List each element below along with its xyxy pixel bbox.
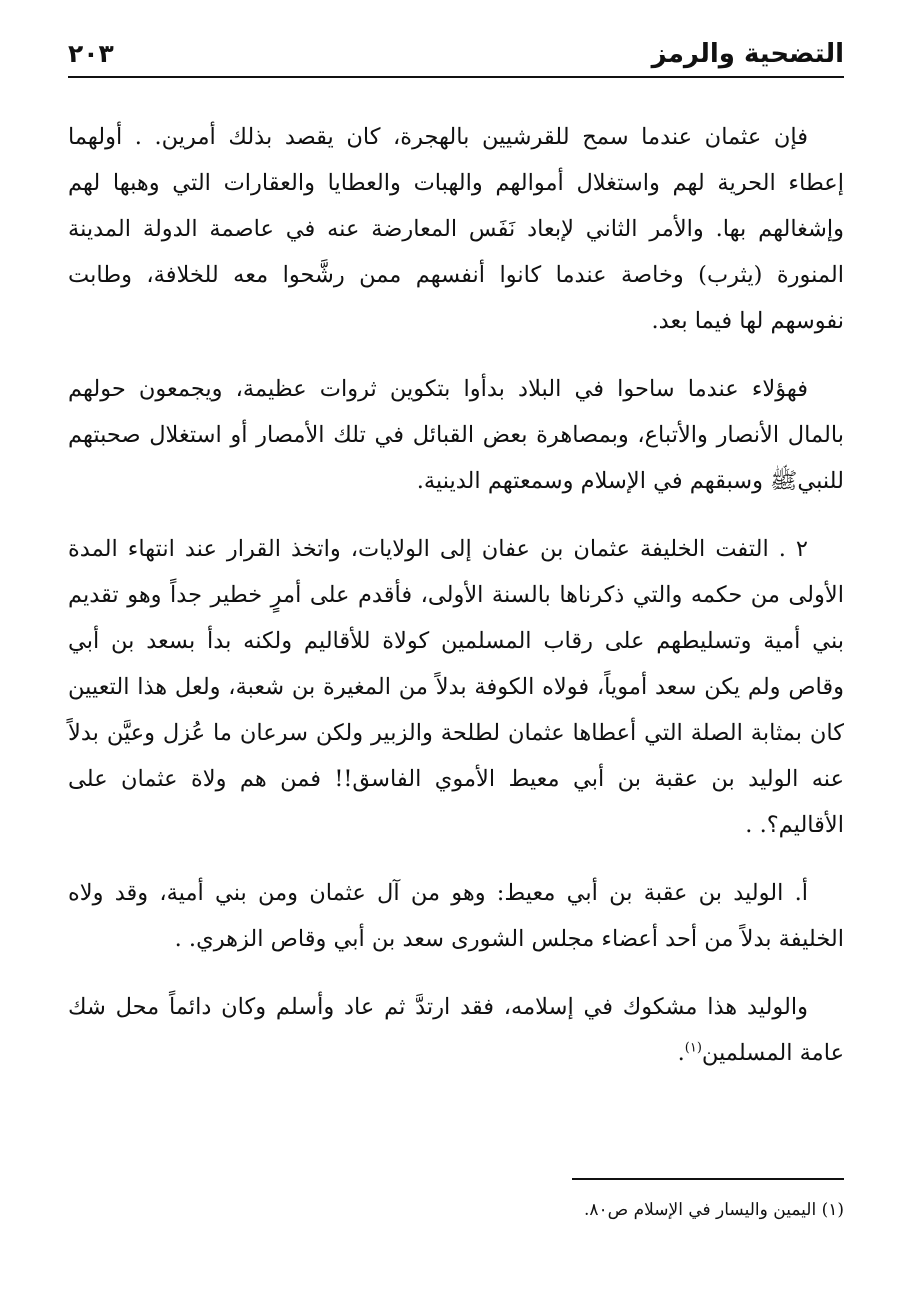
paragraph-3: ٢ . التفت الخليفة عثمان بن عفان إلى الولايات، واتخذ القرار عند انتهاء المدة الأولى من حكمه والتي ذكرناها بالسنة الأولى، فأقدم على أمرٍ خطير جداً وهو تقديم بني أمية وتسليطهم على رقاب المسلمين كولاة للأقاليم ولكنه بدأ بسعد بن أبي وقاص ولم يكن سعد أموياً، فولاه الكوفة بدلاً من المغيرة بن شعبة، ولعل هذا التعيين كان بمثابة الصلة التي أعطاها عثمان لطلحة والزبير ولكن سرعان ما عُزل وعيَّن بدلاً عنه الوليد بن عقبة بن أبي معيط الأموي الفاسق!! فمن هم ولاة عثمان على الأقاليم؟. . xyxy=(68,536,844,838)
footnote: (١) اليمين واليسار في الإسلام ص٨٠. xyxy=(583,1200,844,1220)
paragraph-2: فهؤلاء عندما ساحوا في البلاد بدأوا بتكوين ثروات عظيمة، ويجمعون حولهم بالمال الأنصار والأتباع، وبمصاهرة بعض القبائل في تلك الأمصار أو استغلال صحبتهم للنبيﷺ وسبقهم في الإسلام وسمعتهم الدينية. xyxy=(68,376,844,494)
book-page xyxy=(68,0,844,1303)
running-title: التضحية والرمز xyxy=(651,39,844,69)
page-header xyxy=(68,28,844,72)
paragraph-5-end: . xyxy=(677,1040,685,1066)
footnote-marker: (١) xyxy=(684,1040,702,1056)
paragraph-4: أ. الوليد بن عقبة بن أبي معيط: وهو من آل عثمان ومن بني أمية، وقد ولاه الخليفة بدلاً من أحد أعضاء مجلس الشورى سعد بن أبي وقاص الزهري. . xyxy=(68,880,844,952)
page-number: ٢٠٣ xyxy=(68,39,114,68)
footnote-rule xyxy=(572,1178,844,1180)
paragraph-5-text: والوليد هذا مشكوك في إسلامه، فقد ارتدَّ ثم عاد وأسلم وكان دائماً محل شك عامة المسلمين xyxy=(68,994,844,1066)
body-text xyxy=(68,114,844,1098)
paragraph-5 xyxy=(68,984,844,1076)
header-rule xyxy=(68,76,844,78)
paragraph-1: فإن عثمان عندما سمح للقرشيين بالهجرة، كان يقصد بذلك أمرين. . أولهما إعطاء الحرية لهم واستغلال أموالهم والهبات والعطايا والعقارات التي وهبها لهم وإشغالهم بها. والأمر الثاني لإبعاد نَفَس المعارضة عنه في عاصمة الدولة المدينة المنورة (يثرب) وخاصة عندما كانوا أنفسهم ممن رشَّحوا معه للخلافة، وطابت نفوسهم لها فيما بعد. xyxy=(68,124,844,334)
